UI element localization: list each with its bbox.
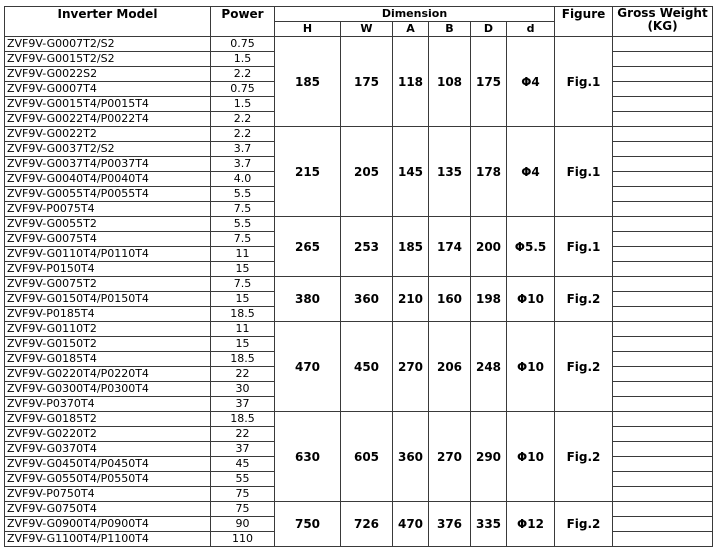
header-w: W [341,22,393,37]
power-cell: 7.5 [211,277,275,292]
gross-weight-cell [613,307,713,322]
gross-weight-cell [613,217,713,232]
dim-a-cell: 118 [393,37,429,127]
dim-d-upper-cell: 335 [471,502,507,547]
model-cell: ZVF9V-P0075T4 [5,202,211,217]
power-cell: 37 [211,397,275,412]
gross-weight-cell [613,187,713,202]
figure-cell: Fig.1 [555,37,613,127]
model-cell: ZVF9V-G0185T4 [5,352,211,367]
power-cell: 75 [211,502,275,517]
gross-weight-cell [613,247,713,262]
gross-weight-cell [613,532,713,547]
dim-d-upper-cell: 178 [471,127,507,217]
dim-b-cell: 135 [429,127,471,217]
model-cell: ZVF9V-G0037T4/P0037T4 [5,157,211,172]
dim-a-cell: 270 [393,322,429,412]
model-cell: ZVF9V-G0022T4/P0022T4 [5,112,211,127]
dim-d-upper-cell: 198 [471,277,507,322]
model-cell: ZVF9V-G0015T4/P0015T4 [5,97,211,112]
table-row [5,322,713,337]
figure-cell: Fig.2 [555,502,613,547]
dim-b-cell: 160 [429,277,471,322]
header-h: H [275,22,341,37]
gross-weight-cell [613,397,713,412]
figure-cell: Fig.2 [555,277,613,322]
model-cell: ZVF9V-G0150T4/P0150T4 [5,292,211,307]
gross-weight-cell [613,472,713,487]
power-cell: 90 [211,517,275,532]
dim-w-cell: 253 [341,217,393,277]
header-d-upper: D [471,22,507,37]
gross-weight-cell [613,412,713,427]
power-cell: 15 [211,262,275,277]
power-cell: 2.2 [211,127,275,142]
dim-w-cell: 175 [341,37,393,127]
gross-weight-cell [613,202,713,217]
power-cell: 3.7 [211,157,275,172]
power-cell: 55 [211,472,275,487]
dim-d-upper-cell: 200 [471,217,507,277]
table-row [5,412,713,427]
dim-a-cell: 145 [393,127,429,217]
model-cell: ZVF9V-G0040T4/P0040T4 [5,172,211,187]
gross-weight-cell [613,82,713,97]
dim-a-cell: 360 [393,412,429,502]
dim-b-cell: 206 [429,322,471,412]
model-cell: ZVF9V-G0900T4/P0900T4 [5,517,211,532]
dim-d-lower-cell: Φ10 [507,277,555,322]
model-cell: ZVF9V-G0550T4/P0550T4 [5,472,211,487]
dim-h-cell: 380 [275,277,341,322]
model-cell: ZVF9V-G0075T2 [5,277,211,292]
dim-a-cell: 185 [393,217,429,277]
figure-cell: Fig.2 [555,412,613,502]
dim-b-cell: 108 [429,37,471,127]
power-cell: 7.5 [211,202,275,217]
model-cell: ZVF9V-G0015T2/S2 [5,52,211,67]
dim-h-cell: 215 [275,127,341,217]
gross-weight-cell [613,157,713,172]
gross-weight-cell [613,367,713,382]
power-cell: 1.5 [211,97,275,112]
model-cell: ZVF9V-P0750T4 [5,487,211,502]
table-row [5,277,713,292]
dim-w-cell: 205 [341,127,393,217]
model-cell: ZVF9V-G0110T2 [5,322,211,337]
header-gross-weight-label: Gross Weight (KG) [617,6,708,33]
gross-weight-cell [613,127,713,142]
power-cell: 7.5 [211,232,275,247]
power-cell: 110 [211,532,275,547]
power-cell: 75 [211,487,275,502]
table-row [5,502,713,517]
model-cell: ZVF9V-G0007T4 [5,82,211,97]
dim-d-lower-cell: Φ4 [507,127,555,217]
model-cell: ZVF9V-G0220T2 [5,427,211,442]
gross-weight-cell [613,337,713,352]
power-cell: 2.2 [211,67,275,82]
model-cell: ZVF9V-G0150T2 [5,337,211,352]
model-cell: ZVF9V-G0110T4/P0110T4 [5,247,211,262]
dim-b-cell: 270 [429,412,471,502]
power-cell: 1.5 [211,52,275,67]
dim-h-cell: 630 [275,412,341,502]
gross-weight-cell [613,502,713,517]
power-cell: 15 [211,337,275,352]
model-cell: ZVF9V-P0185T4 [5,307,211,322]
header-gross-weight [613,7,713,37]
model-cell: ZVF9V-G0220T4/P0220T4 [5,367,211,382]
power-cell: 11 [211,247,275,262]
dim-h-cell: 470 [275,322,341,412]
dim-b-cell: 174 [429,217,471,277]
header-b: B [429,22,471,37]
gross-weight-cell [613,427,713,442]
power-cell: 2.2 [211,112,275,127]
dim-d-lower-cell: Φ4 [507,37,555,127]
dim-a-cell: 210 [393,277,429,322]
model-cell: ZVF9V-G0037T2/S2 [5,142,211,157]
power-cell: 0.75 [211,37,275,52]
model-cell: ZVF9V-G0022S2 [5,67,211,82]
model-cell: ZVF9V-G0750T4 [5,502,211,517]
power-cell: 5.5 [211,217,275,232]
dim-h-cell: 750 [275,502,341,547]
dim-w-cell: 605 [341,412,393,502]
gross-weight-cell [613,172,713,187]
power-cell: 18.5 [211,307,275,322]
model-cell: ZVF9V-P0150T4 [5,262,211,277]
header-figure: Figure [555,7,613,37]
gross-weight-cell [613,292,713,307]
power-cell: 18.5 [211,352,275,367]
table-row [5,217,713,232]
gross-weight-cell [613,52,713,67]
model-cell: ZVF9V-G0055T4/P0055T4 [5,187,211,202]
gross-weight-cell [613,322,713,337]
dim-w-cell: 360 [341,277,393,322]
figure-cell: Fig.1 [555,127,613,217]
header-d-lower: d [507,22,555,37]
model-cell: ZVF9V-G0055T2 [5,217,211,232]
model-cell: ZVF9V-G1100T4/P1100T4 [5,532,211,547]
power-cell: 18.5 [211,412,275,427]
gross-weight-cell [613,142,713,157]
gross-weight-cell [613,277,713,292]
gross-weight-cell [613,442,713,457]
model-cell: ZVF9V-G0300T4/P0300T4 [5,382,211,397]
header-dimension: Dimension [275,7,555,22]
dim-b-cell: 376 [429,502,471,547]
model-cell: ZVF9V-G0450T4/P0450T4 [5,457,211,472]
figure-cell: Fig.2 [555,322,613,412]
header-power: Power [211,7,275,37]
gross-weight-cell [613,352,713,367]
gross-weight-cell [613,382,713,397]
power-cell: 11 [211,322,275,337]
power-cell: 45 [211,457,275,472]
dim-h-cell: 265 [275,217,341,277]
dim-d-lower-cell: Φ5.5 [507,217,555,277]
gross-weight-cell [613,67,713,82]
header-a: A [393,22,429,37]
gross-weight-cell [613,97,713,112]
dim-h-cell: 185 [275,37,341,127]
header-model: Inverter Model [5,7,211,37]
gross-weight-cell [613,37,713,52]
model-cell: ZVF9V-G0007T2/S2 [5,37,211,52]
figure-cell: Fig.1 [555,217,613,277]
power-cell: 15 [211,292,275,307]
table-row [5,37,713,52]
power-cell: 3.7 [211,142,275,157]
dim-d-lower-cell: Φ10 [507,322,555,412]
dim-w-cell: 450 [341,322,393,412]
header-row-1 [5,7,713,22]
inverter-spec-table [4,6,713,547]
model-cell: ZVF9V-G0370T4 [5,442,211,457]
power-cell: 37 [211,442,275,457]
power-cell: 5.5 [211,187,275,202]
model-cell: ZVF9V-G0185T2 [5,412,211,427]
gross-weight-cell [613,112,713,127]
power-cell: 0.75 [211,82,275,97]
power-cell: 4.0 [211,172,275,187]
model-cell: ZVF9V-G0075T4 [5,232,211,247]
gross-weight-cell [613,232,713,247]
power-cell: 22 [211,427,275,442]
dim-d-upper-cell: 175 [471,37,507,127]
model-cell: ZVF9V-P0370T4 [5,397,211,412]
model-cell: ZVF9V-G0022T2 [5,127,211,142]
power-cell: 30 [211,382,275,397]
table-row [5,127,713,142]
gross-weight-cell [613,517,713,532]
dim-a-cell: 470 [393,502,429,547]
gross-weight-cell [613,457,713,472]
power-cell: 22 [211,367,275,382]
dim-d-upper-cell: 290 [471,412,507,502]
table-body [5,37,713,547]
dim-d-lower-cell: Φ10 [507,412,555,502]
dim-d-lower-cell: Φ12 [507,502,555,547]
dim-w-cell: 726 [341,502,393,547]
gross-weight-cell [613,262,713,277]
gross-weight-cell [613,487,713,502]
dim-d-upper-cell: 248 [471,322,507,412]
